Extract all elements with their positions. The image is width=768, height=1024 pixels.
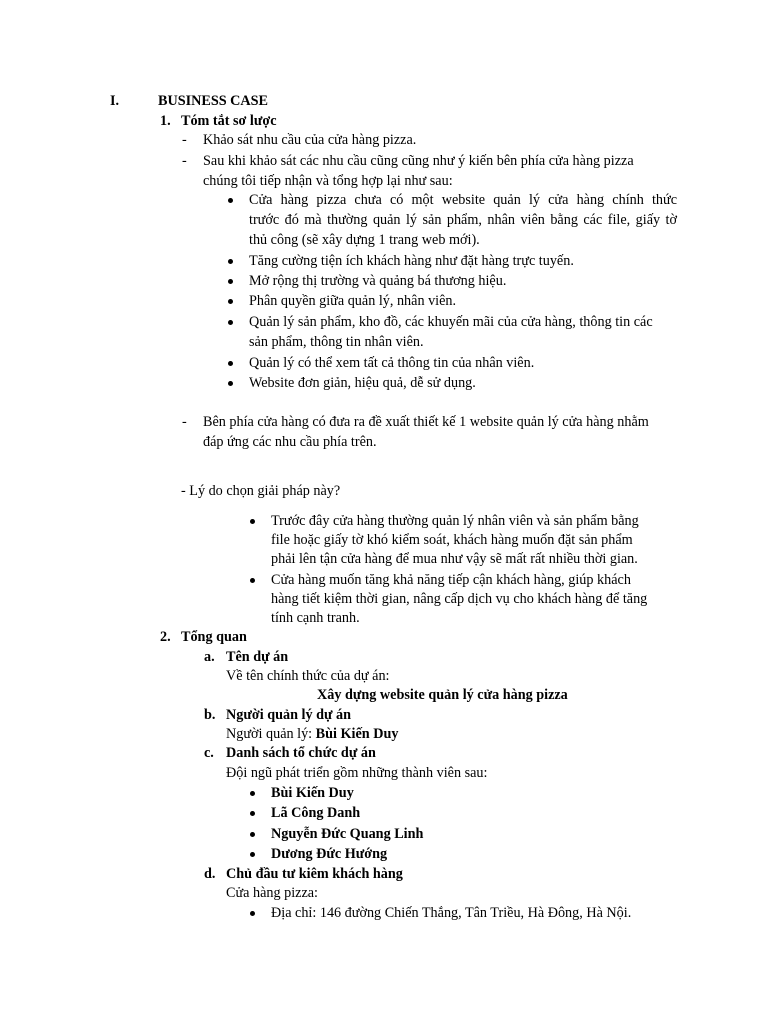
- address-text: Địa chỉ: 146 đường Chiến Thắng, Tân Triều, Hà Đông, Hà Nội.: [271, 905, 632, 921]
- subsection-b-title: Người quản lý dự án: [226, 707, 352, 723]
- paragraph-line: đáp ứng các nhu cầu phía trên.: [203, 434, 377, 450]
- section-2-number: 2.: [160, 629, 171, 645]
- dash-marker: -: [182, 414, 187, 430]
- bullet-icon: [228, 279, 233, 284]
- member-name: Bùi Kiến Duy: [271, 785, 354, 801]
- bullet-text: Quản lý có thể xem tất cả thông tin của nhân viên.: [249, 355, 535, 371]
- bullet-text: Trước đây cửa hàng thường quản lý nhân viên và sản phẩm bằng: [271, 513, 639, 529]
- paragraph-line: Bên phía cửa hàng có đưa ra đề xuất thiết kế 1 website quản lý cửa hàng nhằm: [203, 414, 649, 430]
- section-1-title: Tóm tắt sơ lược: [181, 113, 277, 129]
- subsection-d-title: Chủ đầu tư kiêm khách hàng: [226, 866, 403, 882]
- reason-question: - Lý do chọn giải pháp này?: [181, 483, 341, 499]
- bullet-text: Mở rộng thị trường và quảng bá thương hiệu.: [249, 273, 507, 289]
- bullet-icon: [228, 259, 233, 264]
- bullet-text: file hoặc giấy tờ khó kiểm soát, khách hàng muốn đặt sản phẩm: [271, 532, 633, 548]
- bullet-text: sản phẩm, thông tin nhân viên.: [249, 334, 424, 350]
- bullet-icon: [250, 519, 255, 524]
- subsection-d-marker: d.: [204, 866, 216, 882]
- member-name: Nguyễn Đức Quang Linh: [271, 826, 424, 842]
- bullet-icon: [250, 811, 255, 816]
- bullet-text: Tăng cường tiện ích khách hàng như đặt hàng trực tuyến.: [249, 253, 574, 269]
- bullet-icon: [228, 299, 233, 304]
- manager-name: Bùi Kiến Duy: [315, 726, 399, 742]
- bullet-text: thủ công (sẽ xây dựng 1 trang web mới).: [249, 232, 480, 248]
- bullet-text: Cửa hàng pizza chưa có một website quản lý cửa hàng chính thức: [249, 192, 677, 208]
- paragraph-line: Đội ngũ phát triển gồm những thành viên sau:: [226, 765, 488, 781]
- paragraph-line: Về tên chính thức của dự án:: [226, 668, 390, 684]
- bullet-icon: [228, 320, 233, 325]
- member-name: Dương Đức Hướng: [271, 846, 388, 862]
- bullet-text: hàng tiết kiệm thời gian, nâng cấp dịch vụ cho khách hàng để tăng: [271, 591, 648, 607]
- section-2-title: Tổng quan: [181, 629, 247, 645]
- bullet-text: Cửa hàng muốn tăng khả năng tiếp cận khách hàng, giúp khách: [271, 572, 631, 588]
- bullet-text: trước đó mà thường quản lý sản phẩm, nhân viên bằng các file, giấy tờ: [249, 212, 677, 228]
- bullet-icon: [250, 852, 255, 857]
- paragraph-line: Khảo sát nhu cầu của cửa hàng pizza.: [203, 132, 417, 148]
- subsection-a-title: Tên dự án: [226, 649, 289, 665]
- project-name: Xây dựng website quản lý cửa hàng pizza: [317, 687, 568, 703]
- bullet-text: Phân quyền giữa quản lý, nhân viên.: [249, 293, 457, 309]
- bullet-text: Website đơn giản, hiệu quả, dễ sử dụng.: [249, 375, 476, 391]
- subsection-c-title: Danh sách tổ chức dự án: [226, 745, 376, 761]
- bullet-icon: [250, 832, 255, 837]
- bullet-icon: [250, 578, 255, 583]
- paragraph-line: Cửa hàng pizza:: [226, 885, 318, 901]
- dash-marker: -: [182, 132, 187, 148]
- bullet-icon: [250, 791, 255, 796]
- bullet-text: Quản lý sản phẩm, kho đồ, các khuyến mãi của cửa hàng, thông tin các: [249, 314, 653, 330]
- paragraph-line: Sau khi khảo sát các nhu cầu cũng cũng như ý kiến bên phía cửa hàng pizza: [203, 153, 634, 169]
- subsection-c-marker: c.: [204, 745, 214, 761]
- subsection-a-marker: a.: [204, 649, 215, 665]
- dash-marker: -: [182, 153, 187, 169]
- section-1-number: 1.: [160, 113, 171, 129]
- bullet-icon: [228, 198, 233, 203]
- paragraph-line: chúng tôi tiếp nhận và tổng hợp lại như sau:: [203, 173, 453, 189]
- manager-label: Người quản lý:: [226, 726, 316, 742]
- paragraph-line: [226, 725, 398, 745]
- bullet-icon: [228, 381, 233, 386]
- bullet-text: tính cạnh tranh.: [271, 610, 360, 626]
- bullet-icon: [250, 911, 255, 916]
- subsection-b-marker: b.: [204, 707, 216, 723]
- member-name: Lã Công Danh: [271, 805, 361, 821]
- bullet-icon: [228, 361, 233, 366]
- bullet-text: phải lên tận cửa hàng để mua như vậy sẽ mất rất nhiều thời gian.: [271, 551, 638, 567]
- heading-title: BUSINESS CASE: [158, 93, 269, 109]
- heading-number: I.: [110, 93, 120, 109]
